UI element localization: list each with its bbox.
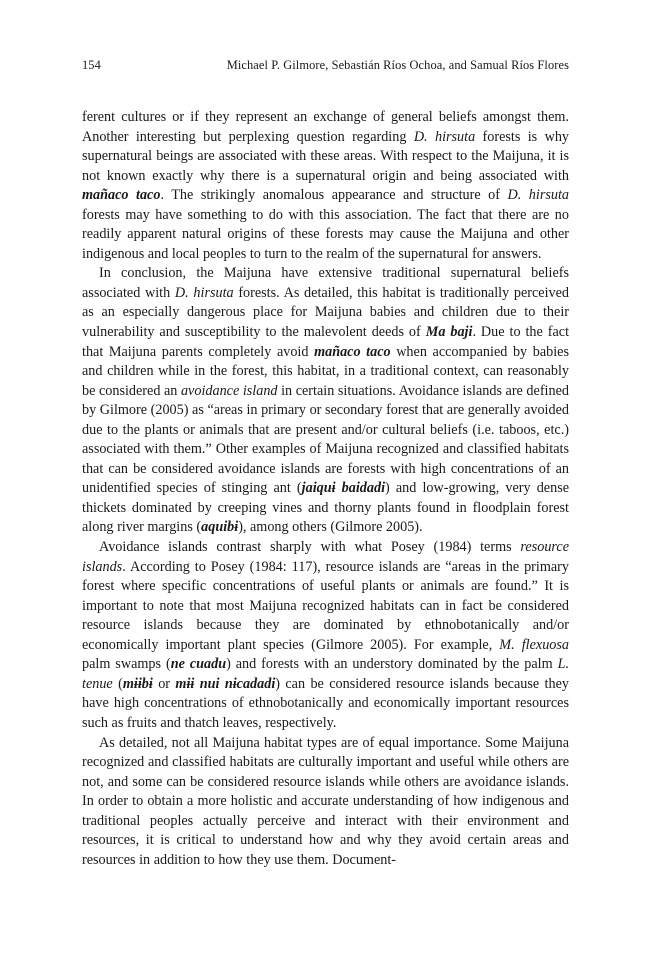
text-run: forests. As detailed, this habitat is traditionally perceived as an especially dangerous place for Maijuna babies and children due to their vulnerability and susceptibility to the malevolent deeds of	[82, 284, 570, 341]
text-run: when accompanied by babies and children while in the forest, this habitat, in a traditional context, can reasonably be considered an	[82, 343, 569, 399]
paragraph	[82, 734, 569, 871]
emphasized-term: jaiquɨ baidadi	[301, 480, 386, 497]
emphasized-term: ne cuadu	[170, 656, 227, 673]
emphasized-term: D. hirsuta	[507, 187, 569, 204]
text-run: Avoidance islands contrast sharply with what Posey (1984) terms	[99, 539, 521, 556]
text-run: ferent cultures or if they represent an exchange of general beliefs amongst them. Another interesting but perplexing question regarding	[82, 109, 569, 145]
text-run: in certain situations. Avoidance islands are defined by Gilmore (2005) as “areas in primary or secondary forest that are generally avoided due to the plants or animals that are present and/or cultural beliefs (i.e. taboos, etc.) associated with them.” Other examples of Maijuna recognized and classified habitats that can be considered avoidance islands are forests with high concentrations of an unidentified species of stinging ant (	[82, 382, 569, 497]
emphasized-term: L. tenue	[82, 656, 569, 692]
text-run: or	[152, 675, 176, 692]
emphasized-term: D. hirsuta	[174, 284, 234, 301]
page-number: 154	[82, 58, 101, 72]
text-run: In conclusion, the Maijuna have extensive traditional supernatural beliefs associated with	[82, 265, 569, 301]
text-run: forests may have something to do with this association. The fact that there are no readily apparent natural origins of these forests may cause the Maijuna and other indigenous and local peoples to turn to the realm of the supernatural for answers.	[82, 206, 569, 262]
text-run: . Due to the fact that Maijuna parents completely avoid	[82, 324, 570, 360]
text-run: palm swamps (	[82, 656, 171, 673]
emphasized-term: M. flexuosa	[499, 636, 569, 653]
text-run: forests is why supernatural beings are associated with these areas. With respect to the Maijuna, it is not known exactly why there is a supernatural origin and being associated with	[82, 128, 570, 184]
emphasized-term: mañaco taco	[314, 343, 391, 360]
emphasized-term: mɨɨbɨ	[122, 675, 153, 692]
emphasized-term: aquibɨ	[201, 519, 239, 536]
running-header	[82, 58, 569, 73]
emphasized-term: resource islands	[82, 539, 569, 575]
text-run: ) and forests with an understory dominated by the palm	[226, 656, 558, 673]
text-run: ) can be considered resource islands because they have high concentrations of ethnobotanically and economically important resources such as fruits and thatch leaves, respectively.	[82, 675, 569, 731]
emphasized-term: D. hirsuta	[413, 128, 476, 145]
body-text	[82, 108, 569, 870]
text-run: . The strikingly anomalous appearance and structure of	[160, 187, 508, 204]
text-run: ), among others (Gilmore 2005).	[238, 519, 423, 536]
emphasized-term: avoidance island	[180, 382, 278, 399]
emphasized-term: mañaco taco	[82, 187, 161, 204]
running-head-authors: Michael P. Gilmore, Sebastián Ríos Ochoa, and Samual Ríos Flores	[226, 58, 569, 72]
paragraph	[82, 264, 569, 538]
text-run: As detailed, not all Maijuna habitat types are of equal importance. Some Maijuna recognized and classified habitats are culturally important and useful while others are not, and some can be considered resource islands while others are avoidance islands. In order to obtain a more holistic and accurate understanding of how indigenous and traditional peoples actually perceive and interact with their environment and resources, it is critical to understand how and why they avoid certain areas and resources in addition to how they use them. Document-	[82, 734, 569, 868]
emphasized-term: mɨɨ nui nɨcadadi	[175, 675, 276, 692]
text-run: (	[112, 675, 123, 692]
paragraph	[82, 108, 569, 264]
text-run: . According to Posey (1984: 117), resource islands are “areas in the primary forest where specific concentrations of useful plants or animals are found.” It is important to note that most Maijuna recognized habitats can in fact be considered resource islands because they are dominated by ethnobotanically and/or economically important plant species (Gilmore 2005). For example,	[82, 558, 569, 653]
paragraph	[82, 538, 569, 733]
text-run: ) and low-growing, very dense thickets dominated by creeping vines and thorny plants found in floodplain forest along river margins (	[82, 480, 570, 536]
emphasized-term: Ma baji	[425, 324, 473, 341]
